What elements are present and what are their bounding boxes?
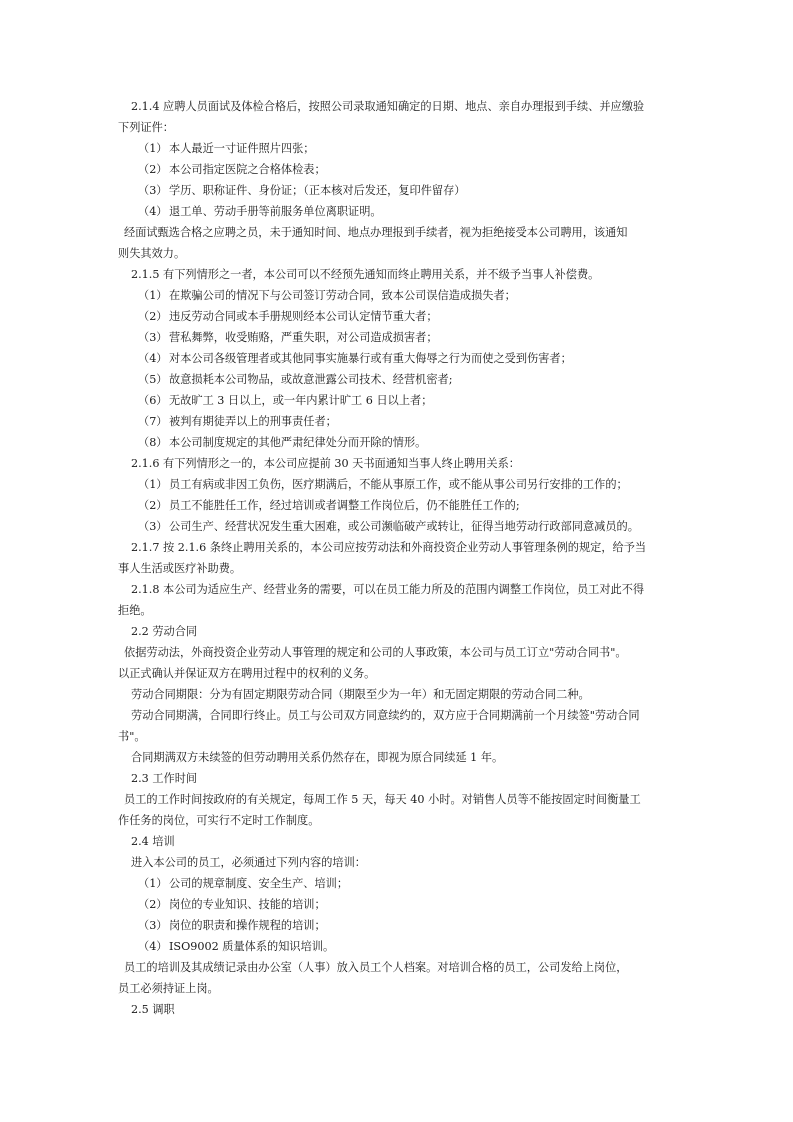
paragraph-line xyxy=(118,558,678,579)
list-item xyxy=(118,432,678,453)
line-text: ISO9002 质量体系的知识培训。 xyxy=(169,940,335,953)
list-item-number: （2） xyxy=(138,163,168,176)
paragraph-line xyxy=(118,453,678,474)
paragraph-line xyxy=(118,684,678,705)
list-item xyxy=(118,138,678,159)
list-item xyxy=(118,495,678,516)
paragraph-line xyxy=(118,852,678,873)
line-text: 在欺骗公司的情况下与公司签订劳动合同，致本公司误信造成损失者； xyxy=(169,289,516,302)
line-text: 合同期满双方未续签的但劳动聘用关系仍然存在，即视为原合同续延 1 年。 xyxy=(131,751,504,764)
list-item-number: （3） xyxy=(138,520,168,533)
line-text: 本公司指定医院之合格体检表； xyxy=(169,163,326,176)
paragraph-line xyxy=(118,642,678,663)
paragraph-line xyxy=(118,726,678,747)
paragraph-line xyxy=(118,831,678,852)
paragraph-line xyxy=(118,789,678,810)
list-item xyxy=(118,201,678,222)
paragraph-line xyxy=(118,243,678,264)
line-text: 学历、职称证件、身份证；（正本核对后发还，复印件留存） xyxy=(169,184,466,197)
paragraph-line xyxy=(118,768,678,789)
list-item-number: （2） xyxy=(138,310,168,323)
line-text: 拒绝。 xyxy=(118,604,152,617)
paragraph-line xyxy=(118,621,678,642)
line-text: 营私舞弊，收受贿赂，严重失职，对公司造成损害者； xyxy=(169,331,438,344)
line-text: 进入本公司的员工，必须通过下列内容的培训： xyxy=(131,856,366,869)
line-text: 经面试甄选合格之应聘之员，未于通知时间、地点办理报到手续者，视为拒绝接受本公司聘用，该通知 xyxy=(124,226,628,239)
paragraph-line xyxy=(118,705,678,726)
line-text: 下列证件： xyxy=(118,121,174,134)
line-text: 对本公司各级管理者或其他同事实施暴行或有重大侮辱之行为而使之受到伤害者； xyxy=(169,352,572,365)
list-item-number: （4） xyxy=(138,352,168,365)
list-item xyxy=(118,369,678,390)
list-item-number: （7） xyxy=(138,415,168,428)
list-item-number: （8） xyxy=(138,436,168,449)
line-text: 劳动合同期满，合同即行终止。员工与公司双方同意续约的，双方应于合同期满前一个月续签"劳动合同 xyxy=(131,709,640,722)
paragraph-line xyxy=(118,810,678,831)
line-text: 公司的规章制度、安全生产、培训； xyxy=(169,877,349,890)
line-text: 员工有病或非因工负伤，医疗期满后，不能从事原工作，或不能从事公司另行安排的工作的； xyxy=(169,478,628,491)
line-text: 书"。 xyxy=(118,730,146,743)
paragraph-line xyxy=(118,264,678,285)
list-item xyxy=(118,180,678,201)
line-text: 2.1.7 按 2.1.6 条终止聘用关系的，本公司应按劳动法和外商投资企业劳动人事管理条例的规定，给予当 xyxy=(131,541,647,554)
paragraph-line xyxy=(118,222,678,243)
list-item xyxy=(118,390,678,411)
list-item-number: （2） xyxy=(138,499,168,512)
list-item-number: （3） xyxy=(138,184,168,197)
list-item-number: （4） xyxy=(138,940,168,953)
line-text: 本公司制度规定的其他严肃纪律处分而开除的情形。 xyxy=(169,436,427,449)
line-text: 公司生产、经营状况发生重大困难，或公司濒临破产或转让，征得当地劳动行政部同意减员的。 xyxy=(169,520,639,533)
paragraph-line xyxy=(118,978,678,999)
list-item xyxy=(118,348,678,369)
line-text: 事人生活或医疗补助费。 xyxy=(118,562,242,575)
line-text: 岗位的职责和操作规程的培训； xyxy=(169,919,326,932)
paragraph-line xyxy=(118,957,678,978)
line-text: 2.3 工作时间 xyxy=(131,772,198,785)
list-item-number: （4） xyxy=(138,205,168,218)
paragraph-line xyxy=(118,600,678,621)
line-text: 2.1.6 有下列情形之一的，本公司应提前 30 天书面通知当事人终止聘用关系： xyxy=(131,457,520,470)
line-text: 则失其效力。 xyxy=(118,247,186,260)
list-item-number: （1） xyxy=(138,142,168,155)
list-item xyxy=(118,873,678,894)
list-item-number: （1） xyxy=(138,289,168,302)
list-item xyxy=(118,915,678,936)
paragraph-line xyxy=(118,663,678,684)
line-text: 以正式确认并保证双方在聘用过程中的权利的义务。 xyxy=(118,667,376,680)
line-text: 员工的工作时间按政府的有关规定，每周工作 5 天，每天 40 小时。对销售人员等不能按固定时间衡量工 xyxy=(124,793,641,806)
line-text: 退工单、劳动手册等前服务单位离职证明。 xyxy=(169,205,382,218)
line-text: 劳动合同期限：分为有固定期限劳动合同（期限至少为一年）和无固定期限的劳动合同二种。 xyxy=(131,688,590,701)
line-text: 本人最近一寸证件照片四张； xyxy=(169,142,315,155)
paragraph-line xyxy=(118,999,678,1020)
list-item xyxy=(118,411,678,432)
list-item-number: （1） xyxy=(138,877,168,890)
list-item xyxy=(118,474,678,495)
line-text: 员工不能胜任工作，经过培训或者调整工作岗位后，仍不能胜任工作的; xyxy=(169,499,520,512)
line-text: 违反劳动合同或本手册规则经本公司认定情节重大者； xyxy=(169,310,438,323)
paragraph-line xyxy=(118,117,678,138)
list-item-number: （1） xyxy=(138,478,168,491)
line-text: 2.5 调职 xyxy=(131,1003,175,1016)
line-text: 2.1.4 应聘人员面试及体检合格后，按照公司录取通知确定的日期、地点、亲自办理报到手续、并应缴验 xyxy=(131,100,645,113)
list-item xyxy=(118,285,678,306)
paragraph-line xyxy=(118,747,678,768)
list-item xyxy=(118,159,678,180)
paragraph-line xyxy=(118,96,678,117)
document-body xyxy=(118,96,678,1020)
list-item xyxy=(118,306,678,327)
line-text: 2.2 劳动合同 xyxy=(131,625,198,638)
paragraph-line xyxy=(118,537,678,558)
list-item-number: （3） xyxy=(138,919,168,932)
list-item xyxy=(118,516,678,537)
list-item xyxy=(118,894,678,915)
list-item-number: （5） xyxy=(138,373,168,386)
list-item xyxy=(118,936,678,957)
line-text: 被判有期徒弄以上的刑事责任者； xyxy=(169,415,337,428)
line-text: 作任务的岗位，可实行不定时工作制度。 xyxy=(118,814,320,827)
list-item-number: （2） xyxy=(138,898,168,911)
line-text: 依据劳动法，外商投资企业劳动人事管理的规定和公司的人事政策，本公司与员工订立"劳动合同书"。 xyxy=(124,646,627,659)
line-text: 2.1.5 有下列情形之一者，本公司可以不经预先通知而终止聘用关系，并不级予当事人补偿费。 xyxy=(131,268,600,281)
line-text: 岗位的专业知识、技能的培训； xyxy=(169,898,326,911)
line-text: 故意损耗本公司物品，或故意泄露公司技术、经营机密者; xyxy=(169,373,453,386)
list-item-number: （3） xyxy=(138,331,168,344)
list-item-number: （6） xyxy=(138,394,168,407)
list-item xyxy=(118,327,678,348)
paragraph-line xyxy=(118,579,678,600)
line-text: 2.1.8 本公司为适应生产、经营业务的需要，可以在员工能力所及的范围内调整工作岗位，员工对此不得 xyxy=(131,583,645,596)
line-text: 员工的培训及其成绩记录由办公室（人事）放入员工个人档案。对培训合格的员工，公司发给上岗位， xyxy=(124,961,628,974)
line-text: 员工必须持证上岗。 xyxy=(118,982,219,995)
line-text: 无故旷工 3 日以上，或一年内累计旷工 6 日以上者； xyxy=(169,394,433,407)
line-text: 2.4 培训 xyxy=(131,835,175,848)
